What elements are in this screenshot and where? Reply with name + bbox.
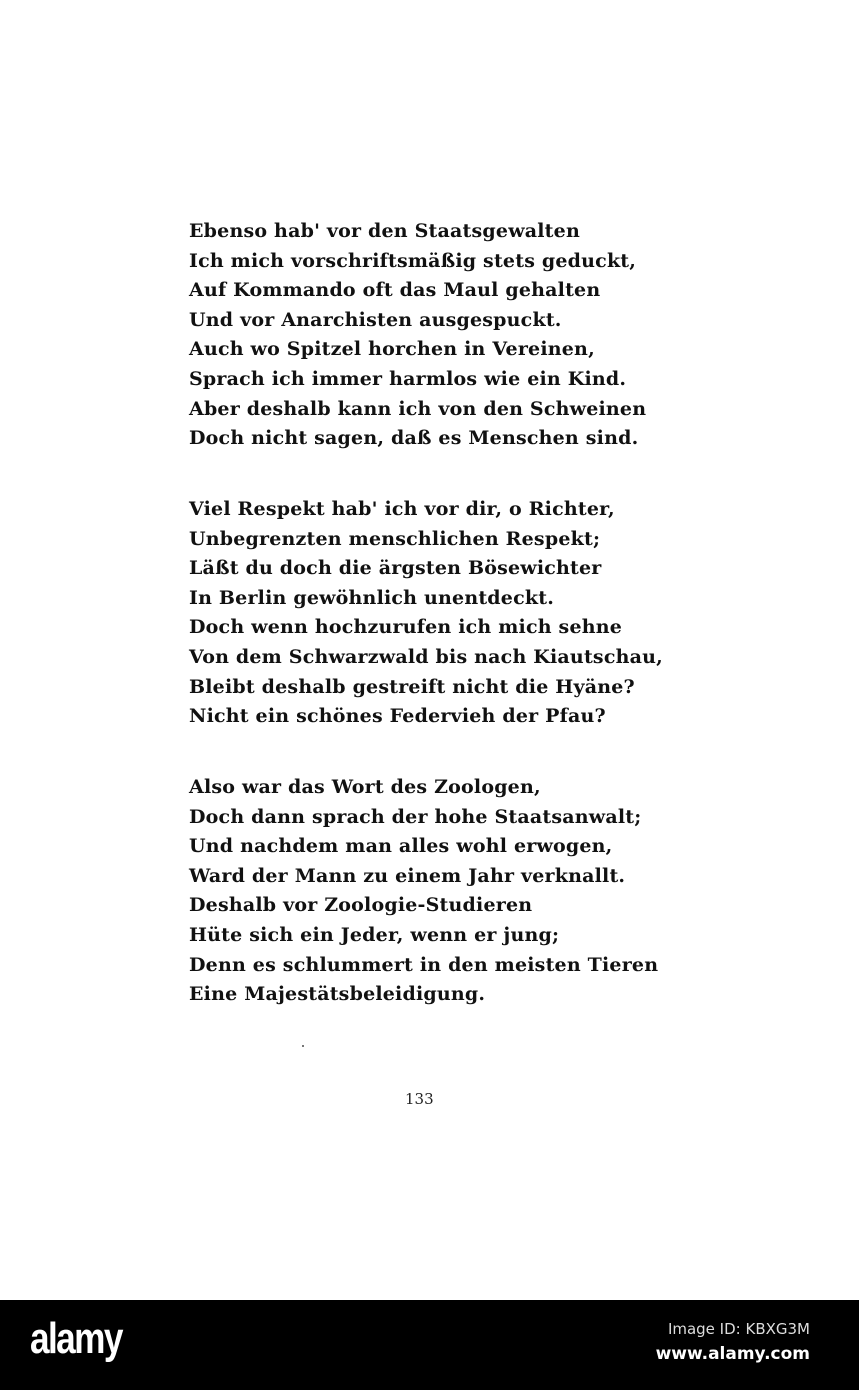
stanza-2 — [189, 495, 663, 732]
poem-line: Bleibt deshalb gestreift nicht die Hyäne? — [189, 675, 635, 698]
poem-line: Doch nicht sagen, daß es Menschen sind. — [189, 427, 639, 450]
poem-line: Unbegrenzten menschlichen Respekt; — [189, 527, 601, 550]
page-number: 133 — [405, 1090, 434, 1108]
poem-line: Denn es schlummert in den meisten Tieren — [189, 953, 659, 976]
poem-line: Und nachdem man alles wohl erwogen, — [189, 835, 613, 858]
poem-line: Auch wo Spitzel horchen in Vereinen, — [189, 338, 595, 361]
poem-line: Also war das Wort des Zoologen, — [189, 776, 541, 798]
alamy-logo: alamy — [30, 1314, 122, 1363]
poem-line: Aber deshalb kann ich von den Schweinen — [189, 397, 647, 420]
poem-line: Eine Majestätsbeleidigung. — [189, 983, 486, 1006]
poem-line: Und vor Anarchisten ausgespuckt. — [189, 308, 562, 331]
stanza-1 — [189, 217, 646, 454]
poem-line: Ich mich vorschriftsmäßig stets geduckt, — [189, 249, 637, 272]
speck-mark — [302, 1045, 304, 1047]
watermark-url: www.alamy.com — [655, 1344, 810, 1364]
stanza-3 — [189, 773, 658, 1010]
poem-line: Läßt du doch die ärgsten Bösewichter — [189, 557, 602, 580]
poem-line: Doch dann sprach der hohe Staatsanwalt; — [189, 805, 642, 828]
poem-line: Hüte sich ein Jeder, wenn er jung; — [189, 923, 560, 946]
poem-line: Doch wenn hochzurufen ich mich sehne — [189, 616, 623, 639]
poem-line: Auf Kommando oft das Maul gehalten — [189, 279, 601, 302]
watermark-bar — [0, 1300, 859, 1390]
poem-line: Nicht ein schönes Federvieh der Pfau? — [189, 705, 606, 728]
image-id-label: Image ID: KBXG3M — [667, 1320, 810, 1338]
poem-line: Von dem Schwarzwald bis nach Kiautschau, — [189, 645, 663, 668]
poem-line: In Berlin gewöhnlich unentdeckt. — [189, 586, 555, 609]
poem-line: Viel Respekt hab' ich vor dir, o Richter, — [189, 498, 615, 520]
poem-line: Ward der Mann zu einem Jahr verknallt. — [189, 864, 626, 887]
poem-line: Sprach ich immer harmlos wie ein Kind. — [189, 367, 627, 390]
poem-line: Ebenso hab' vor den Staatsgewalten — [189, 220, 580, 242]
poem-line: Deshalb vor Zoologie-Studieren — [189, 894, 533, 917]
